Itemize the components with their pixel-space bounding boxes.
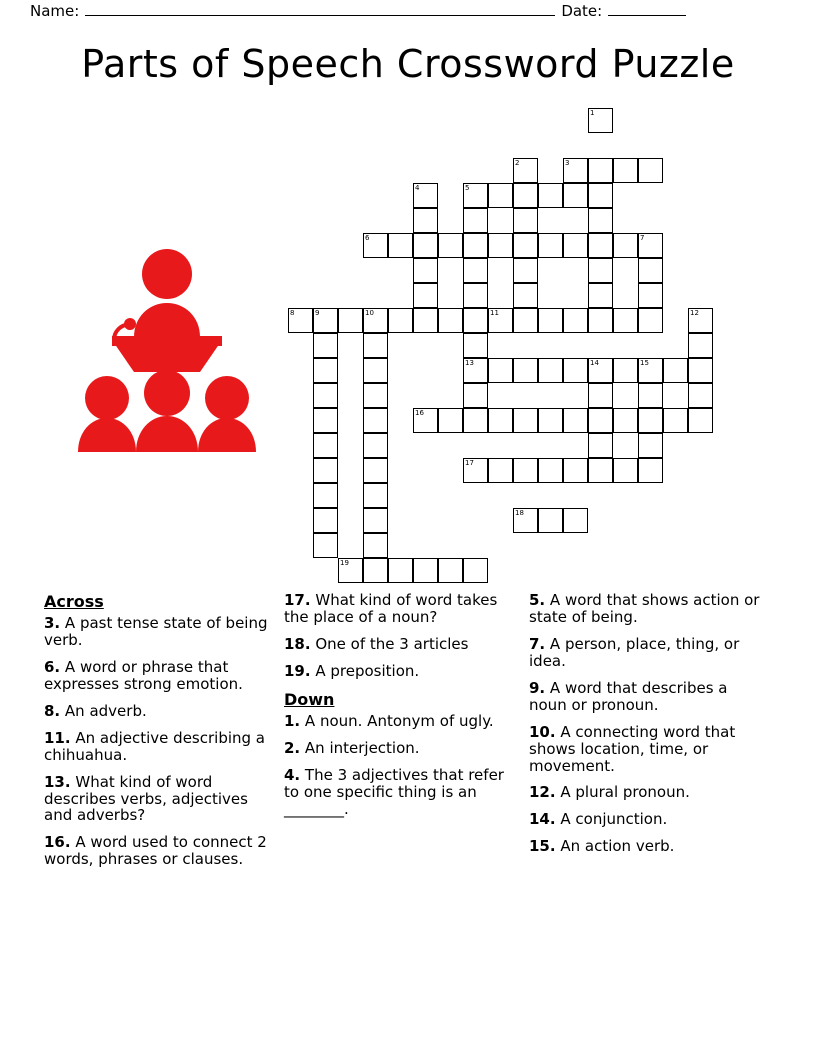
clue-number: 17. — [284, 591, 311, 609]
clue-text: The 3 adjectives that refer to one specific thing is an ________. — [284, 765, 504, 818]
clue-text: A connecting word that shows location, time, or movement. — [529, 722, 736, 775]
clue-down-7 — [529, 636, 767, 670]
crossword-cell[interactable] — [488, 233, 513, 258]
clue-text: An action verb. — [560, 837, 675, 856]
crossword-cell[interactable] — [363, 558, 388, 583]
crossword-cell[interactable] — [513, 508, 538, 533]
crossword-cell[interactable] — [338, 308, 363, 333]
crossword-cell[interactable] — [413, 183, 438, 208]
clue-down-15 — [529, 838, 767, 855]
clue-down-12 — [529, 784, 767, 801]
crossword-cell[interactable] — [363, 533, 388, 558]
clue-number: 19. — [284, 661, 311, 680]
crossword-cell[interactable] — [388, 558, 413, 583]
cell-number: 2 — [515, 159, 520, 167]
clue-number: 9. — [529, 678, 546, 697]
crossword-cell[interactable] — [688, 308, 713, 333]
clue-text: A conjunction. — [560, 810, 668, 829]
crossword-cell[interactable] — [638, 358, 663, 383]
crossword-cell[interactable] — [638, 408, 663, 433]
crossword-cell[interactable] — [613, 358, 638, 383]
clue-number: 10. — [529, 722, 556, 741]
crossword-cell[interactable] — [463, 283, 488, 308]
across-heading: Across — [44, 592, 104, 611]
cell-number: 4 — [415, 184, 420, 192]
crossword-cell[interactable] — [363, 333, 388, 358]
clue-number: 1. — [284, 711, 301, 730]
page-title: Parts of Speech Crossword Puzzle — [81, 42, 735, 86]
crossword-cell[interactable] — [588, 208, 613, 233]
clues-column-1 — [44, 592, 284, 952]
crossword-cell[interactable] — [363, 458, 388, 483]
crossword-cell[interactable] — [588, 458, 613, 483]
clue-text: A person, place, thing, or idea. — [529, 634, 740, 670]
crossword-cell[interactable] — [463, 358, 488, 383]
crossword-cell[interactable] — [313, 358, 338, 383]
clue-text: A preposition. — [315, 661, 420, 680]
clue-down-9 — [529, 680, 767, 714]
crossword-cell[interactable] — [513, 233, 538, 258]
clue-text: An adverb. — [64, 701, 147, 720]
cell-number: 17 — [465, 459, 474, 467]
clue-number: 13. — [44, 772, 71, 791]
crossword-cell[interactable] — [513, 158, 538, 183]
clue-down-2 — [284, 740, 517, 757]
clue-across-16 — [44, 834, 272, 868]
clue-number: 2. — [284, 738, 301, 757]
crossword-cell[interactable] — [513, 258, 538, 283]
clue-number: 11. — [44, 728, 71, 747]
cell-number: 9 — [315, 309, 320, 317]
clue-number: 3. — [44, 614, 61, 632]
crossword-cell[interactable] — [413, 558, 438, 583]
cell-number: 11 — [490, 309, 499, 317]
clue-number: 18. — [284, 634, 311, 653]
cell-number: 7 — [640, 234, 645, 242]
name-write-line[interactable] — [85, 2, 555, 16]
crossword-cell[interactable] — [288, 308, 313, 333]
crossword-cell[interactable] — [563, 158, 588, 183]
clue-number: 7. — [529, 634, 546, 653]
crossword-cell[interactable] — [563, 508, 588, 533]
cell-number: 8 — [290, 309, 295, 317]
crossword-cell[interactable] — [313, 508, 338, 533]
cell-number: 1 — [590, 109, 595, 117]
crossword-cell[interactable] — [413, 283, 438, 308]
crossword-cell[interactable] — [638, 158, 663, 183]
clue-down-10 — [529, 724, 767, 775]
clue-text: A noun. Antonym of ugly. — [304, 711, 494, 730]
crossword-cell[interactable] — [463, 308, 488, 333]
crossword-cell[interactable] — [563, 358, 588, 383]
crossword-cell[interactable] — [588, 283, 613, 308]
speaker-at-podium-icon — [62, 240, 272, 455]
crossword-cell[interactable] — [313, 408, 338, 433]
crossword-cell[interactable] — [538, 183, 563, 208]
crossword-cell[interactable] — [413, 408, 438, 433]
clues-column-3 — [529, 592, 779, 952]
name-label: Name: — [30, 2, 80, 20]
crossword-cell[interactable] — [688, 383, 713, 408]
crossword-cell[interactable] — [513, 208, 538, 233]
crossword-cell[interactable] — [613, 458, 638, 483]
crossword-cell[interactable] — [413, 258, 438, 283]
crossword-cell[interactable] — [613, 408, 638, 433]
crossword-cell[interactable] — [363, 408, 388, 433]
crossword-cell[interactable] — [438, 558, 463, 583]
crossword-cell[interactable] — [663, 358, 688, 383]
crossword-cell[interactable] — [363, 358, 388, 383]
down-heading: Down — [284, 689, 335, 709]
crossword-cell[interactable] — [638, 433, 663, 458]
crossword-cell[interactable] — [613, 158, 638, 183]
crossword-cell[interactable] — [563, 458, 588, 483]
crossword-cell[interactable] — [438, 233, 463, 258]
crossword-cell[interactable] — [563, 308, 588, 333]
clue-number: 12. — [529, 783, 556, 802]
crossword-cell[interactable] — [638, 458, 663, 483]
crossword-cell[interactable] — [538, 508, 563, 533]
cell-number: 19 — [340, 559, 349, 567]
clue-number: 6. — [44, 657, 61, 676]
clue-number: 4. — [284, 765, 301, 784]
crossword-cell[interactable] — [688, 358, 713, 383]
crossword-cell[interactable] — [313, 458, 338, 483]
crossword-cell[interactable] — [313, 533, 338, 558]
crossword-cell[interactable] — [613, 233, 638, 258]
crossword-cell[interactable] — [563, 408, 588, 433]
clue-text: What kind of word describes verbs, adjectives and adverbs? — [44, 772, 248, 825]
clue-text: An adjective describing a chihuahua. — [44, 728, 265, 764]
crossword-cell[interactable] — [538, 358, 563, 383]
crossword-cell[interactable] — [588, 433, 613, 458]
crossword-cell[interactable] — [463, 383, 488, 408]
clue-down-5 — [529, 592, 767, 626]
crossword-cell[interactable] — [363, 483, 388, 508]
crossword-cell[interactable] — [463, 208, 488, 233]
clue-text: What kind of word takes the place of a noun? — [284, 591, 498, 626]
cell-number: 13 — [465, 359, 474, 367]
crossword-cell[interactable] — [338, 558, 363, 583]
crossword-cell[interactable] — [488, 358, 513, 383]
crossword-cell[interactable] — [538, 458, 563, 483]
cell-number: 5 — [465, 184, 470, 192]
crossword-cell[interactable] — [538, 308, 563, 333]
crossword-cell[interactable] — [513, 358, 538, 383]
crossword-cell[interactable] — [588, 358, 613, 383]
crossword-cell[interactable] — [538, 233, 563, 258]
clue-across-11 — [44, 730, 272, 764]
crossword-cell[interactable] — [488, 458, 513, 483]
crossword-cell[interactable] — [363, 433, 388, 458]
crossword-cell[interactable] — [638, 283, 663, 308]
clue-text: One of the 3 articles — [315, 634, 469, 653]
crossword-cell[interactable] — [638, 258, 663, 283]
clues-column-2 — [284, 592, 529, 952]
clue-text: A plural pronoun. — [560, 783, 690, 802]
name-date-line — [30, 2, 786, 20]
clue-down-4 — [284, 767, 517, 818]
cell-number: 18 — [515, 509, 524, 517]
crossword-cell[interactable] — [638, 308, 663, 333]
crossword-cell[interactable] — [638, 233, 663, 258]
clues-area — [44, 592, 784, 952]
clue-across-3 — [44, 615, 272, 649]
crossword-cell[interactable] — [588, 108, 613, 133]
clue-across-13 — [44, 774, 272, 825]
crossword-cell[interactable] — [513, 458, 538, 483]
crossword-cell[interactable] — [563, 233, 588, 258]
crossword-cell[interactable] — [313, 333, 338, 358]
crossword-cell[interactable] — [513, 308, 538, 333]
clue-across-8 — [44, 703, 272, 720]
crossword-cell[interactable] — [463, 233, 488, 258]
crossword-cell[interactable] — [388, 308, 413, 333]
crossword-cell[interactable] — [363, 508, 388, 533]
clue-number: 8. — [44, 701, 61, 720]
cell-number: 12 — [690, 309, 699, 317]
crossword-cell[interactable] — [688, 408, 713, 433]
crossword-cell[interactable] — [363, 233, 388, 258]
crossword-cell[interactable] — [588, 183, 613, 208]
clue-number: 16. — [44, 833, 71, 852]
crossword-cell[interactable] — [588, 258, 613, 283]
clue-across-18 — [284, 636, 517, 653]
crossword-cell[interactable] — [388, 233, 413, 258]
clue-down-1 — [284, 713, 517, 730]
crossword-cell[interactable] — [488, 408, 513, 433]
crossword-cell[interactable] — [563, 183, 588, 208]
clue-text: A word used to connect 2 words, phrases or clauses. — [44, 833, 267, 869]
crossword-cell[interactable] — [513, 408, 538, 433]
crossword-cell[interactable] — [463, 558, 488, 583]
crossword-cell[interactable] — [313, 433, 338, 458]
clue-text: A word that shows action or state of being. — [529, 591, 760, 626]
crossword-cell[interactable] — [588, 308, 613, 333]
crossword-cell[interactable] — [313, 383, 338, 408]
crossword-cell[interactable] — [588, 233, 613, 258]
crossword-cell[interactable] — [513, 283, 538, 308]
crossword-cell[interactable] — [488, 183, 513, 208]
crossword-cell[interactable] — [588, 408, 613, 433]
crossword-cell[interactable] — [438, 408, 463, 433]
cell-number: 15 — [640, 359, 649, 367]
crossword-cell[interactable] — [463, 458, 488, 483]
crossword-cell[interactable] — [363, 383, 388, 408]
clue-down-14 — [529, 811, 767, 828]
crossword-cell[interactable] — [588, 383, 613, 408]
crossword-cell[interactable] — [588, 158, 613, 183]
crossword-cell[interactable] — [413, 233, 438, 258]
cell-number: 16 — [415, 409, 424, 417]
cell-number: 3 — [565, 159, 570, 167]
crossword-cell[interactable] — [413, 308, 438, 333]
crossword-cell[interactable] — [688, 333, 713, 358]
crossword-cell[interactable] — [663, 408, 688, 433]
clue-across-6 — [44, 659, 272, 693]
crossword-cell[interactable] — [638, 383, 663, 408]
clue-number: 15. — [529, 837, 556, 856]
clue-number: 5. — [529, 591, 546, 609]
cell-number: 14 — [590, 359, 599, 367]
crossword-cell[interactable] — [438, 308, 463, 333]
clue-text: A word or phrase that expresses strong emotion. — [44, 657, 243, 693]
clue-across-17 — [284, 592, 517, 626]
cell-number: 6 — [365, 234, 370, 242]
cell-number: 10 — [365, 309, 374, 317]
crossword-cell[interactable] — [313, 308, 338, 333]
crossword-cell[interactable] — [463, 408, 488, 433]
crossword-cell[interactable] — [413, 208, 438, 233]
crossword-cell[interactable] — [363, 308, 388, 333]
crossword-cell[interactable] — [488, 308, 513, 333]
clue-text: An interjection. — [304, 738, 420, 757]
date-write-line[interactable] — [608, 2, 686, 16]
clue-text: A past tense state of being verb. — [44, 614, 268, 649]
crossword-cell[interactable] — [513, 183, 538, 208]
crossword-cell[interactable] — [538, 408, 563, 433]
clue-across-19 — [284, 663, 517, 680]
clue-number: 14. — [529, 810, 556, 829]
date-label: Date: — [561, 2, 603, 20]
crossword-cell[interactable] — [463, 258, 488, 283]
crossword-cell[interactable] — [613, 308, 638, 333]
crossword-cell[interactable] — [313, 483, 338, 508]
clue-text: A word that describes a noun or pronoun. — [529, 678, 728, 714]
crossword-cell[interactable] — [463, 183, 488, 208]
crossword-cell[interactable] — [463, 333, 488, 358]
